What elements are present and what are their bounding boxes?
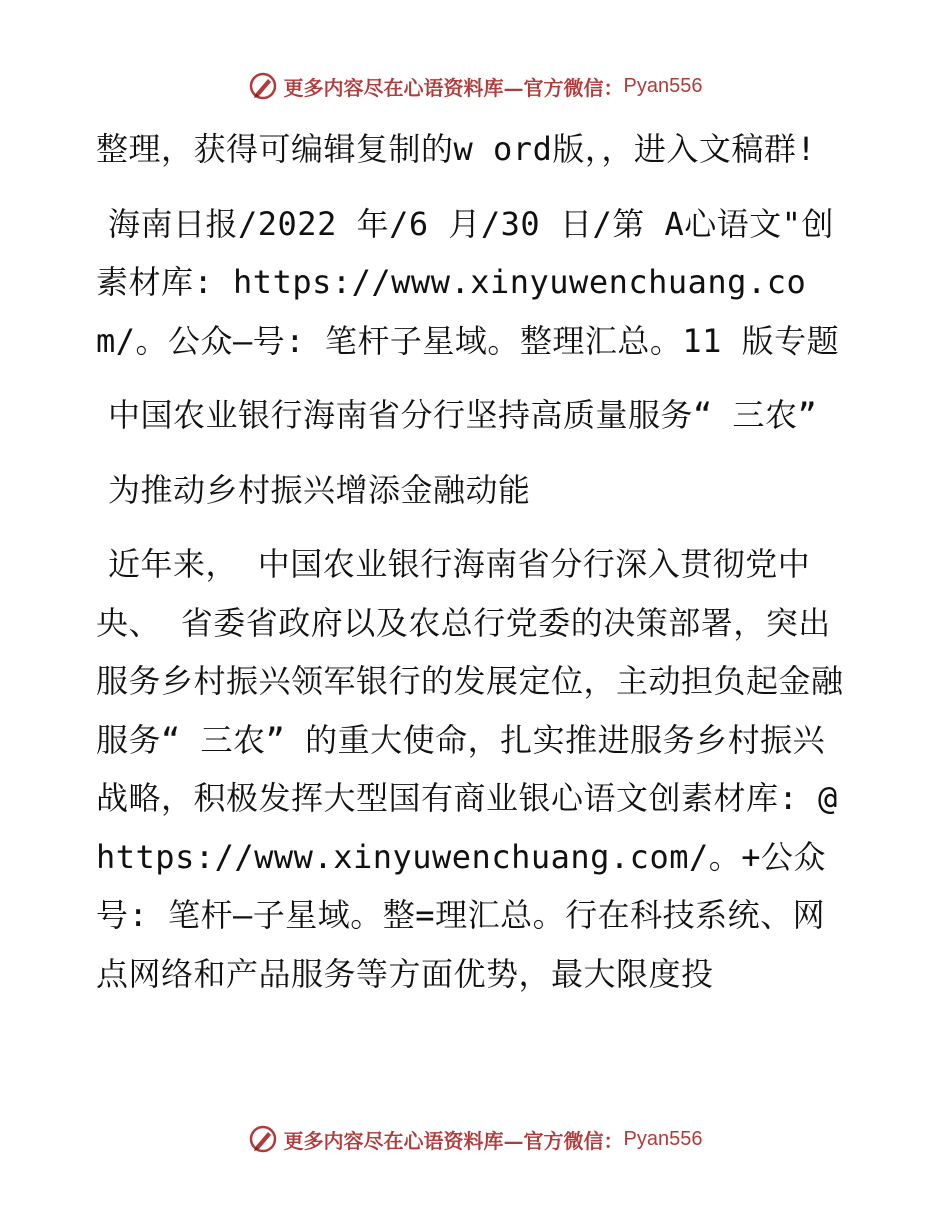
paragraph-body: 近年来， 中国农业银行海南省分行深入贯彻党中央、 省委省政府以及农总行党委的决策部署，突出服务乡村振兴领军银行的发展定位，主动担负起金融服务“ 三农” 的重大使命，扎实推进服务乡村振兴战略，积极发挥大型国有商业银心语文创素材库: @https://www.xinyuwenchuang.com/。+公众号: 笔杆—子星域。整=理汇总。行在科技系统、网点网络和产品服务等方面优势，最大限度投 — [96, 545, 844, 993]
paragraph-source: 海南日报/2022 年/6 月/30 日/第 A心语文"创素材库: https://www.xinyuwenchuang.com/。公众—号: 笔杆子星域。整理汇总。11 版专题 — [96, 204, 840, 360]
watermark-wechat: Pyan556 — [623, 1127, 703, 1150]
watermark-text — [284, 72, 703, 101]
paragraph-subheadline: 为推动乡村振兴增添金融动能 — [108, 470, 531, 509]
watermark-label: 更多内容尽在心语资料库—官方微信： — [283, 1128, 624, 1153]
watermark-text — [284, 1125, 703, 1154]
watermark-wechat: Pyan556 — [623, 74, 703, 97]
document-body — [96, 120, 856, 1110]
watermark-footer — [0, 1124, 950, 1154]
watermark-header — [0, 71, 950, 101]
watermark-label: 更多内容尽在心语资料库—官方微信： — [283, 75, 624, 100]
paragraph-intro: 整理，获得可编辑复制的w ord版，，进入文稿群! — [96, 130, 817, 168]
paragraph-headline: 中国农业银行海南省分行坚持高质量服务“ 三农” — [108, 396, 818, 434]
pen-logo-icon — [248, 1124, 278, 1154]
pen-logo-icon — [248, 71, 278, 101]
